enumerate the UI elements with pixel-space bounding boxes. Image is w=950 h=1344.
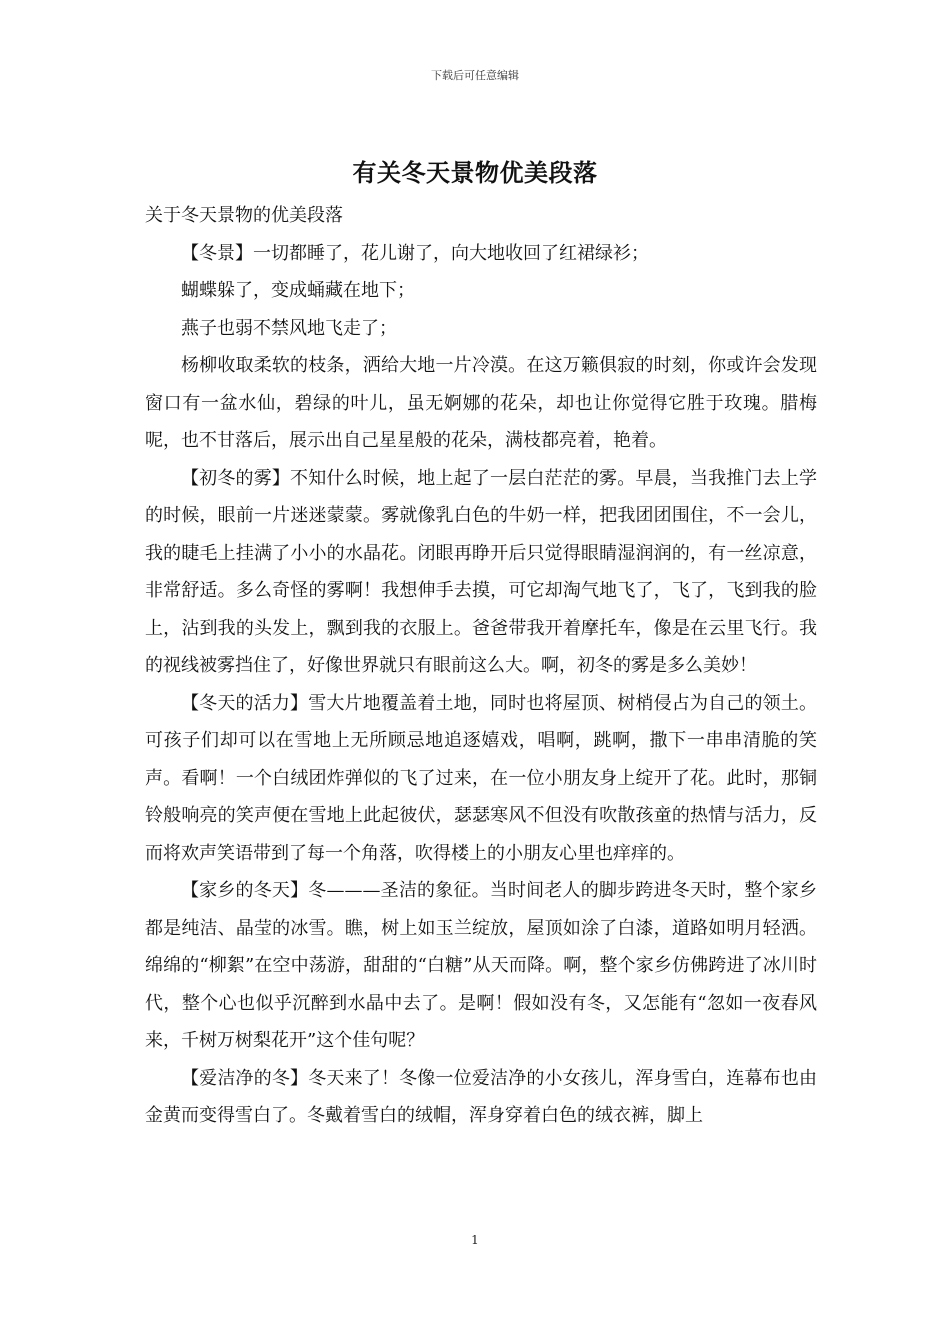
header-note: 下载后可任意编辑	[431, 69, 519, 82]
paragraph: 【爱洁净的冬】冬天来了！冬像一位爱洁净的小女孩儿，浑身雪白，连幕布也由金黄而变得雪白了。冬戴着雪白的绒帽，浑身穿着白色的绒衣裤，脚上	[145, 1067, 817, 1126]
paragraph: 【冬景】一切都睡了，花儿谢了，向大地收回了红裙绿衫；	[181, 242, 649, 264]
paragraph: 【家乡的冬天】冬———圣洁的象征。当时间老人的脚步跨进冬天时，整个家乡都是纯洁、晶莹的冰雪。瞧，树上如玉兰绽放，屋顶如涂了白漆，道路如明月轻洒。绵绵的“柳絮”在空中荡游，甜甜的“白糖”从天而降。啊，整个家乡仿佛跨进了冰川时代，整个心也似乎沉醉到水晶中去了。是啊！假如没有冬，又怎能有“忽如一夜春风来，千树万树梨花开”这个佳句呢？	[145, 880, 817, 1051]
paragraph: 【冬天的活力】雪大片地覆盖着土地，同时也将屋顶、树梢侵占为自己的领土。可孩子们却可以在雪地上无所顾忌地追逐嬉戏，唱啊，跳啊，撒下一串串清脆的笑声。看啊！一个白绒团炸弹似的飞了过来，在一位小朋友身上绽开了花。此时，那铜铃般响亮的笑声便在雪地上此起彼伏，瑟瑟寒风不但没有吹散孩童的热情与活力，反而将欢声笑语带到了每一个角落，吹得楼上的小朋友心里也痒痒的。	[145, 692, 817, 864]
document-body	[145, 197, 817, 1135]
paragraph: 【初冬的雾】不知什么时候，地上起了一层白茫茫的雾。早晨，当我推门去上学的时候，眼前一片迷迷蒙蒙。雾就像乳白色的牛奶一样，把我团团围住，不一会儿，我的睫毛上挂满了小小的水晶花。闭眼再睁开后只觉得眼睛湿润润的，有一丝凉意，非常舒适。多么奇怪的雾啊！我想伸手去摸，可它却淘气地飞了，飞了，飞到我的脸上，沾到我的头发上，飘到我的衣服上。爸爸带我开着摩托车，像是在云里飞行。我的视线被雾挡住了，好像世界就只有眼前这么大。啊，初冬的雾是多么美妙！	[145, 467, 817, 676]
page-number: 1	[471, 1233, 479, 1247]
paragraph: 蝴蝶躲了，变成蛹藏在地下；	[181, 280, 415, 301]
paragraph: 燕子也弱不禁风地飞走了；	[181, 317, 397, 339]
paragraph: 杨柳收取柔软的枝条，洒给大地一片冷漠。在这万籁俱寂的时刻，你或许会发现窗口有一盆水仙，碧绿的叶儿，虽无婀娜的花朵，却也让你觉得它胜于玫瑰。腊梅呢，也不甘落后，展示出自己星星般的花朵，满枝都亮着，艳着。	[145, 355, 817, 451]
document-title: 有关冬天景物优美段落	[352, 158, 598, 187]
subtitle: 关于冬天景物的优美段落	[145, 205, 343, 226]
